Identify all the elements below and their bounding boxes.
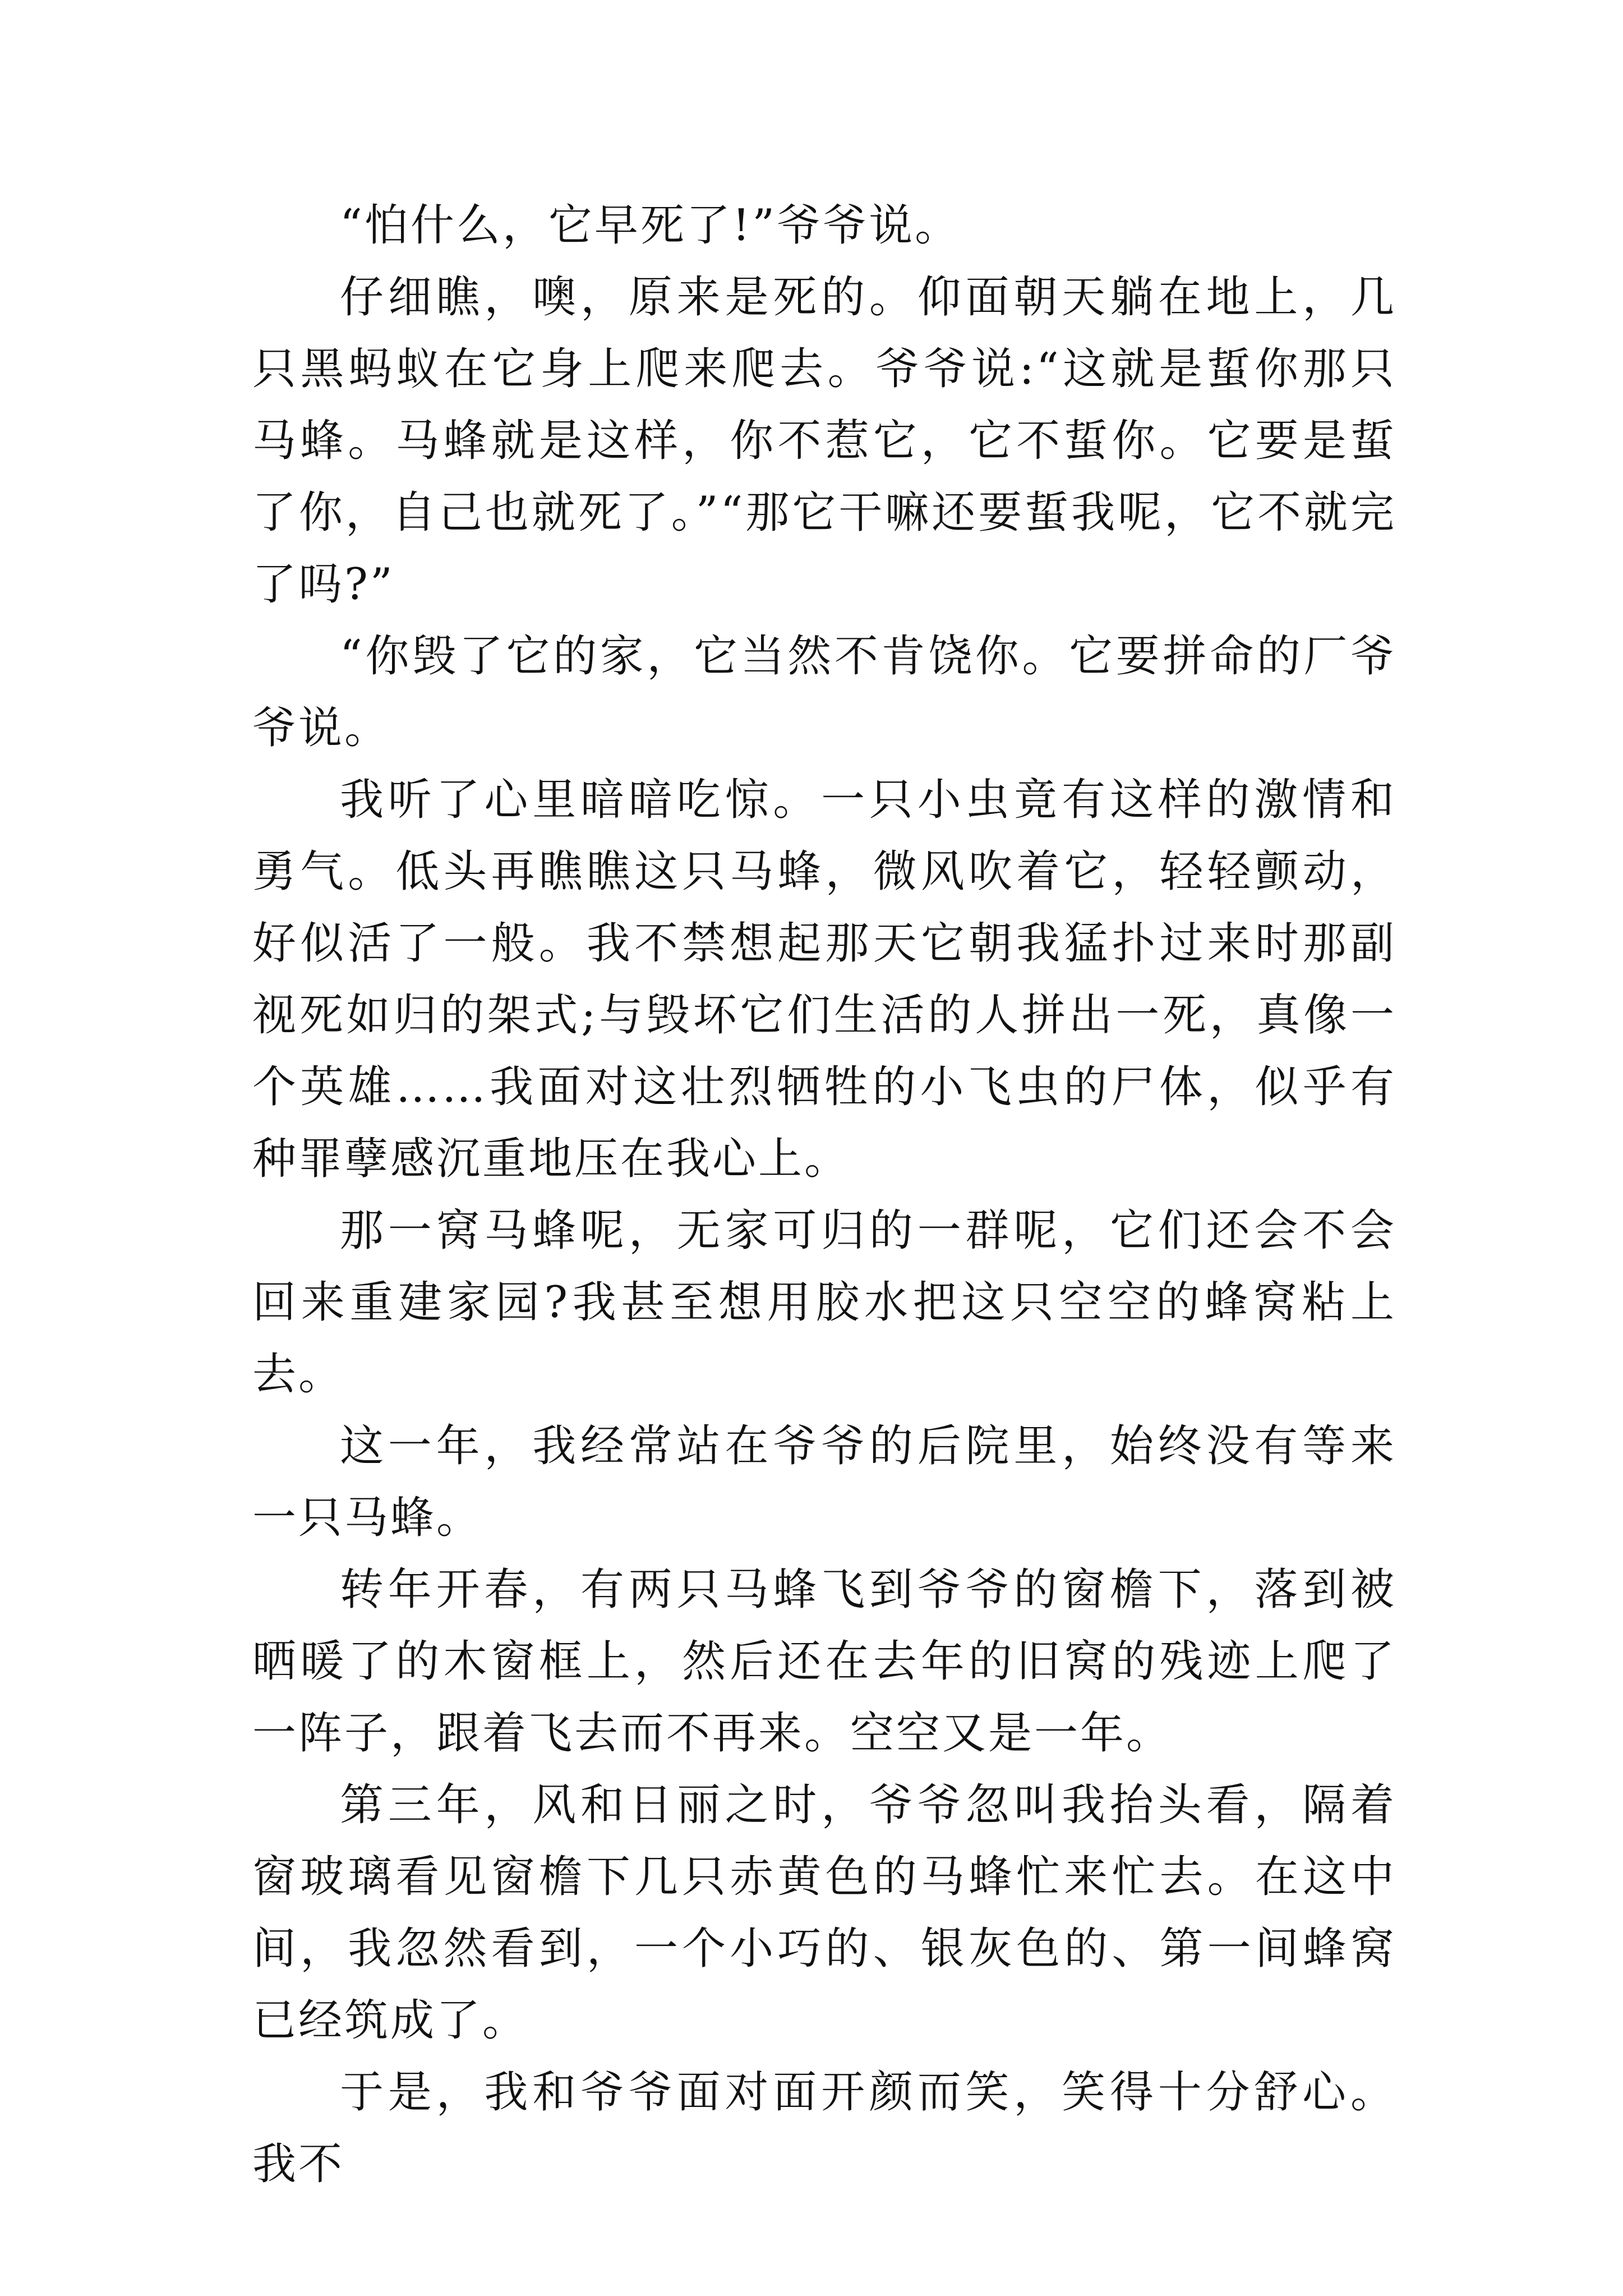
paragraph: 于是，我和爷爷面对面开颜而笑，笑得十分舒心。我不 (252, 2067, 1396, 2189)
paragraph: 那一窝马蜂呢，无家可归的一群呢，它们还会不会回来重建家园?我甚至想用胶水把这只空空的蜂窝粘上去。 (252, 1205, 1396, 1400)
paragraph: 仔细瞧，噢，原来是死的。仰面朝天躺在地上，几只黑蚂蚁在它身上爬来爬去。爷爷说:“这就是蜇你那只马蜂。马蜂就是这样，你不惹它，它不蜇你。它要是蜇了你，自己也就死了。”“那它干嘛还要蜇我呢，它不就完了吗?” (252, 272, 1396, 610)
paragraph: 我听了心里暗暗吃惊。一只小虫竟有这样的激情和勇气。低头再瞧瞧这只马蜂，微风吹着它，轻轻颤动，好似活了一般。我不禁想起那天它朝我猛扑过来时那副视死如归的架式;与毁坏它们生活的人拼出一死，真像一个英雄……我面对这壮烈牺牲的小飞虫的尸体，似乎有种罪孽感沉重地压在我心上。 (252, 775, 1396, 1184)
document-body (252, 190, 1396, 2200)
paragraph: “你毁了它的家，它当然不肯饶你。它要拼命的厂爷爷说。 (252, 631, 1396, 753)
paragraph: 这一年，我经常站在爷爷的后院里，始终没有等来一只马蜂。 (252, 1421, 1396, 1543)
paragraph: “怕什么，它早死了!”爷爷说。 (340, 200, 961, 251)
paragraph: 第三年，风和日丽之时，爷爷忽叫我抬头看，隔着窗玻璃看见窗檐下几只赤黄色的马蜂忙来忙去。在这中间，我忽然看到，一个小巧的、银灰色的、第一间蜂窝已经筑成了。 (252, 1780, 1396, 2046)
paragraph: 转年开春，有两只马蜂飞到爷爷的窗檐下，落到被晒暖了的木窗框上，然后还在去年的旧窝的残迹上爬了一阵子，跟着飞去而不再来。空空又是一年。 (252, 1565, 1396, 1759)
